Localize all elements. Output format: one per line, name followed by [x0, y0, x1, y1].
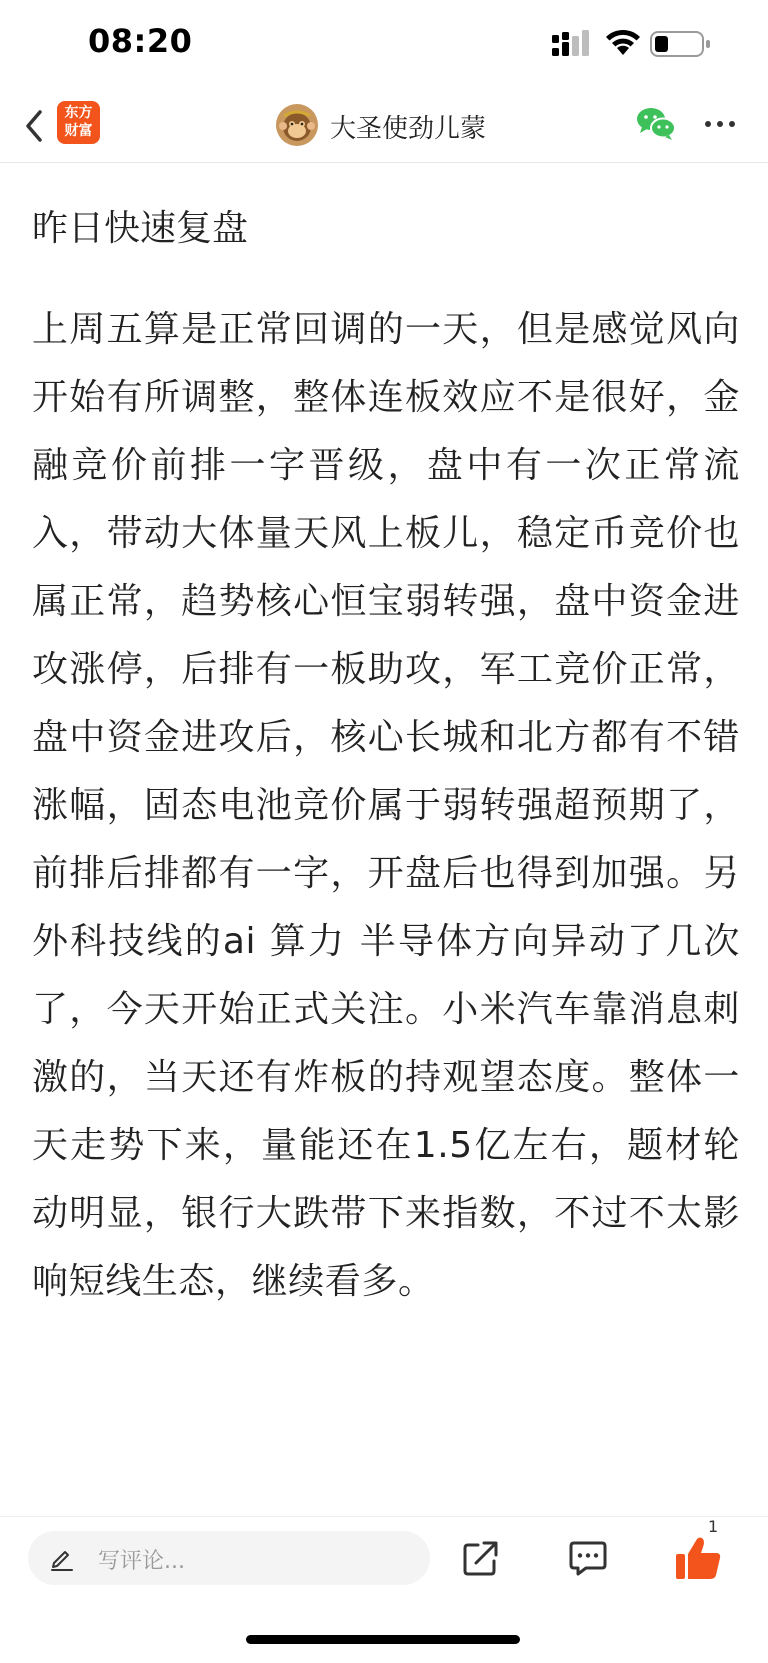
comment-input[interactable] — [28, 1531, 430, 1585]
article-body: 上周五算是正常回调的一天，但是感觉风向开始有所调整，整体连板效应不是很好，金融竞价前排一字晋级，盘中有一次正常流入，带动大体量天风上板儿，稳定币竞价也属正常，趋势核心恒宝弱转强，盘中资金进攻涨停，后排有一板助攻，军工竞价正常，盘中资金进攻后，核心长城和北方都有不错涨幅，固态电池竞价属于弱转强超预期了，前排后排都有一字，开盘后也得到加强。另外科技线的ai 算力 半导体方向异动了几次了，今天开始正式关注。小米汽车靠消息刺激的，当天还有炸板的持观望态度。整体一天走势下来，量能还在1.5亿左右，题材轮动明显，银行大跌带下来指数，不过不太影响短线生态，继续看多。 — [32, 309, 740, 1302]
more-icon[interactable] — [704, 118, 736, 130]
status-bar — [0, 0, 768, 86]
avatar[interactable] — [276, 104, 318, 146]
app-logo[interactable] — [57, 101, 100, 144]
share-icon[interactable] — [462, 1539, 500, 1577]
nav-bar — [0, 90, 768, 163]
back-chevron-icon[interactable] — [20, 106, 50, 146]
bottom-bar — [0, 1516, 768, 1663]
like-count: 1 — [708, 1517, 719, 1536]
thumbs-up-icon[interactable] — [674, 1535, 724, 1581]
author-name[interactable]: 大圣使劲儿蒙 — [330, 114, 487, 144]
pencil-icon — [48, 1544, 76, 1572]
comment-icon[interactable] — [568, 1539, 608, 1577]
wifi-icon — [604, 28, 642, 58]
home-indicator — [246, 1635, 520, 1644]
wechat-icon[interactable] — [636, 106, 676, 142]
battery-icon — [650, 30, 712, 58]
status-time: 08:20 — [88, 22, 193, 60]
app-logo-line-2: 财富 — [64, 123, 93, 139]
article-title: 昨日快速复盘 — [32, 208, 249, 249]
app-logo-line-1: 东方 — [64, 105, 93, 121]
comment-placeholder: 写评论... — [98, 1549, 185, 1574]
cellular-signal-icon — [552, 30, 592, 58]
